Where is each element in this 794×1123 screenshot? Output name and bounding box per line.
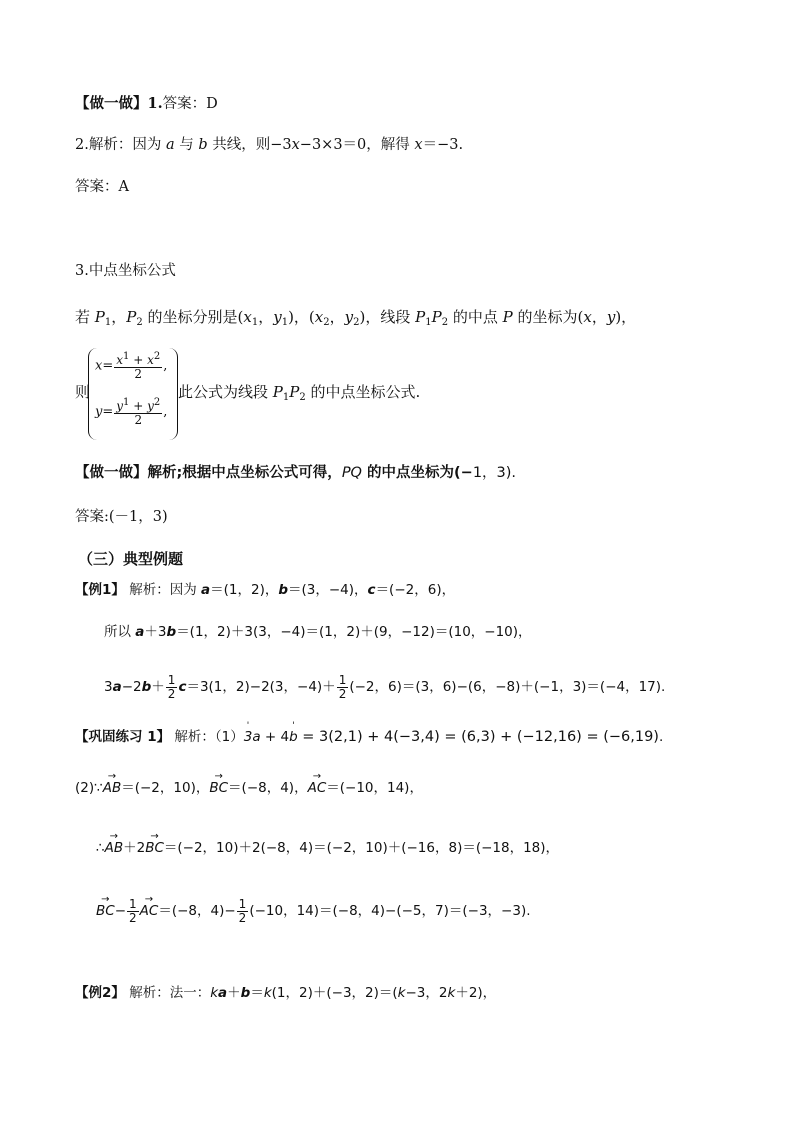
text-fragment: , bbox=[163, 404, 168, 420]
text-fragment: 1 bbox=[281, 317, 289, 328]
formula-caption bbox=[178, 385, 420, 403]
text-fragment: c bbox=[178, 679, 187, 696]
text-fragment: → AB bbox=[105, 842, 124, 856]
text-fragment: ＝(−8，4)， bbox=[228, 780, 308, 796]
text-fragment: 的坐标为( bbox=[512, 308, 584, 326]
text-fragment: 2 bbox=[299, 392, 306, 403]
text-fragment: ' 3 bbox=[244, 731, 253, 745]
line-11 bbox=[104, 626, 532, 640]
text-fragment: P bbox=[415, 308, 426, 326]
text-fragment: P bbox=[431, 308, 442, 326]
text-fragment: 解析：法一： bbox=[124, 985, 211, 1001]
text-fragment: 【例1】 bbox=[75, 582, 125, 598]
text-fragment: ， bbox=[111, 308, 127, 326]
text-fragment: (−2，6)＝(3，6)−(6，−8)＋(−1，3)＝(−4，17). bbox=[349, 679, 666, 696]
text-fragment: PQ bbox=[341, 465, 362, 481]
text-fragment: y bbox=[344, 308, 354, 326]
text-fragment: ' b bbox=[289, 731, 298, 745]
text-fragment: ＋3 bbox=[144, 624, 167, 640]
text-fragment: c bbox=[367, 582, 376, 598]
text-fragment: (−10，14)＝(−8，4)−(−5，7)＝(−3，−3). bbox=[249, 903, 531, 920]
text-fragment: b bbox=[166, 624, 177, 640]
text-fragment: x bbox=[243, 308, 252, 326]
text-fragment: → AC bbox=[140, 905, 159, 919]
text-fragment: x bbox=[414, 137, 423, 153]
text-fragment: 答案：D bbox=[162, 96, 218, 112]
text-fragment: 与 bbox=[174, 137, 199, 153]
text-fragment: ， bbox=[258, 308, 274, 326]
text-fragment: x bbox=[291, 137, 300, 153]
text-fragment: ＝ bbox=[250, 985, 264, 1001]
vector-bc: → BC bbox=[209, 782, 228, 796]
ze-label: 则 bbox=[75, 383, 91, 401]
text-fragment: k bbox=[263, 985, 272, 1001]
text-fragment: = bbox=[102, 404, 114, 420]
text-fragment: P bbox=[272, 383, 283, 401]
text-fragment: 解析：（1） bbox=[170, 729, 244, 745]
text-fragment: x bbox=[95, 358, 103, 374]
text-fragment: a bbox=[135, 624, 145, 640]
text-fragment: b bbox=[278, 582, 289, 598]
text-fragment: P bbox=[126, 308, 137, 326]
text-fragment: 1 bbox=[123, 351, 130, 362]
text-fragment: a bbox=[112, 679, 122, 696]
text-fragment: 的坐标分别是( bbox=[142, 308, 244, 326]
text-fragment: 3 bbox=[104, 679, 113, 696]
text-fragment: (1，2)＋(−3，2)＝( bbox=[271, 985, 398, 1001]
text-fragment: ∴ bbox=[96, 840, 105, 856]
text-fragment: k bbox=[397, 985, 406, 1001]
vector-ab: → AB bbox=[103, 782, 122, 796]
line-1 bbox=[75, 97, 218, 112]
text-fragment: 2 bbox=[167, 686, 176, 701]
line-2 bbox=[75, 138, 463, 153]
text-fragment: 所以 bbox=[104, 624, 136, 640]
text-fragment: x bbox=[583, 308, 592, 326]
vector-ac: → AC bbox=[308, 782, 327, 796]
text-fragment: 1，3). bbox=[472, 465, 517, 481]
text-fragment: ＋ bbox=[227, 985, 241, 1001]
text-fragment: 2 bbox=[153, 351, 161, 362]
line-12 bbox=[104, 674, 665, 700]
text-fragment: 1 bbox=[123, 397, 130, 408]
text-fragment: 1 bbox=[129, 897, 137, 911]
text-fragment: → BC bbox=[145, 842, 164, 856]
text-fragment: 2 bbox=[134, 366, 143, 381]
text-fragment: → BC bbox=[96, 905, 115, 919]
line-13 bbox=[75, 730, 663, 745]
formula-y-row bbox=[95, 398, 167, 426]
text-fragment: 1 bbox=[282, 392, 290, 403]
text-fragment: ， bbox=[329, 308, 345, 326]
text-fragment: P bbox=[94, 308, 105, 326]
text-fragment: 2.解析：因为 bbox=[75, 137, 166, 153]
line-5 bbox=[75, 310, 636, 328]
text-fragment: 1. bbox=[147, 95, 163, 112]
text-fragment: 1 bbox=[425, 317, 432, 328]
text-fragment: y bbox=[273, 308, 282, 326]
text-fragment: y bbox=[147, 399, 154, 413]
text-fragment: = 3(2,1) + 4(−3,4) = (6,3) + (−12,16) = (−6,19) bbox=[297, 729, 659, 745]
text-fragment: 【做一做】 bbox=[75, 465, 148, 481]
text-fragment: 解析：因为 bbox=[124, 582, 201, 598]
text-fragment: ＝(1，2)＋3(3，−4)＝(1，2)＋(9，−12)＝(10，−10)， bbox=[176, 624, 532, 640]
line-15 bbox=[96, 842, 559, 856]
text-fragment: 【做一做】 bbox=[75, 95, 148, 112]
text-fragment: 2 bbox=[238, 910, 247, 925]
text-fragment: y bbox=[95, 404, 103, 420]
text-fragment: 共线，则−3 bbox=[207, 137, 292, 153]
text-fragment: ＋2)， bbox=[455, 985, 497, 1001]
text-fragment: 若 bbox=[75, 308, 95, 326]
text-fragment: 1 bbox=[167, 673, 176, 687]
text-fragment: (2)∵ bbox=[75, 780, 103, 796]
text-fragment: ＝3(1，2)−2(3，−4)＋ bbox=[186, 679, 336, 696]
text-fragment: ＝(3，−4)， bbox=[288, 582, 368, 598]
text-fragment: 1 bbox=[251, 317, 259, 328]
text-fragment: 2 bbox=[353, 317, 360, 328]
text-fragment: 【巩固练习 1】 bbox=[75, 729, 171, 745]
text-fragment: ＝(−8，4)− bbox=[158, 903, 236, 920]
text-fragment: a bbox=[165, 137, 175, 153]
text-fragment: −3×3＝0，解得 bbox=[299, 137, 415, 153]
text-fragment: − bbox=[114, 903, 127, 920]
line-17 bbox=[75, 987, 496, 1001]
line-8: 答案:(－1，3) bbox=[75, 509, 168, 525]
text-fragment: k bbox=[447, 985, 456, 1001]
text-fragment: ＝(−2，10)， bbox=[121, 780, 210, 796]
text-fragment: y bbox=[116, 399, 124, 413]
text-fragment: ＝(1，2)， bbox=[210, 582, 279, 598]
text-fragment: 1 bbox=[104, 317, 112, 328]
text-fragment: 2 bbox=[441, 317, 449, 328]
text-fragment: ， bbox=[591, 308, 607, 326]
text-fragment: 的中点坐标为( bbox=[361, 465, 461, 481]
text-fragment: b bbox=[141, 679, 152, 696]
text-fragment: )，( bbox=[288, 308, 315, 326]
text-fragment: 的中点坐标公式. bbox=[305, 383, 421, 401]
line-7 bbox=[75, 466, 516, 481]
text-fragment: ＝(−2，10)＋2(−8，4)＝(−2，10)＋(−16，8)＝(−18，18)， bbox=[163, 840, 560, 856]
section-heading-midpoint: 3.中点坐标公式 bbox=[75, 263, 176, 279]
text-fragment: x bbox=[116, 353, 124, 367]
text-fragment: a bbox=[252, 729, 261, 745]
text-fragment: ＋ bbox=[151, 679, 165, 696]
section-heading-examples: （三）典型例题 bbox=[78, 550, 184, 568]
text-fragment: = bbox=[102, 358, 114, 374]
text-fragment: y bbox=[606, 308, 616, 326]
text-fragment: 此公式为线段 bbox=[178, 383, 273, 401]
text-fragment: 2 bbox=[338, 686, 347, 701]
text-fragment: + 4 bbox=[260, 729, 290, 745]
right-brace bbox=[169, 348, 178, 440]
text-fragment: )， bbox=[615, 308, 637, 326]
text-fragment: 2 bbox=[136, 317, 143, 328]
line-16 bbox=[96, 898, 531, 924]
text-fragment: k bbox=[210, 985, 219, 1001]
text-fragment: a bbox=[218, 985, 228, 1001]
text-fragment: )，线段 bbox=[359, 308, 416, 326]
text-fragment: −3，2 bbox=[405, 985, 448, 1001]
text-fragment: . bbox=[658, 729, 664, 745]
text-fragment: 2 bbox=[153, 397, 161, 408]
text-fragment: P bbox=[502, 308, 513, 326]
line-10 bbox=[75, 584, 455, 598]
text-fragment: ＝(−2，6)， bbox=[375, 582, 456, 598]
text-fragment: −2 bbox=[121, 679, 142, 696]
line-3: 答案：A bbox=[75, 179, 129, 195]
text-fragment: x bbox=[147, 353, 154, 367]
text-fragment: ＝(−10，14)， bbox=[326, 780, 423, 796]
text-fragment: , bbox=[163, 358, 168, 374]
text-fragment: b bbox=[240, 985, 251, 1001]
text-fragment: + bbox=[129, 353, 148, 367]
text-fragment: + bbox=[129, 399, 148, 413]
text-fragment: 2 bbox=[134, 412, 143, 427]
text-fragment: 【例2】 bbox=[75, 985, 125, 1001]
midpoint-formula-system bbox=[88, 348, 180, 442]
text-fragment: ＋2 bbox=[123, 840, 146, 856]
text-fragment: 的中点 bbox=[448, 308, 503, 326]
text-fragment: 2 bbox=[323, 317, 330, 328]
text-fragment: a bbox=[201, 582, 211, 598]
text-fragment: 1 bbox=[238, 897, 247, 911]
text-fragment: x bbox=[314, 308, 324, 326]
line-14 bbox=[75, 782, 423, 796]
formula-x-row bbox=[95, 352, 167, 380]
text-fragment: ＝−3. bbox=[422, 137, 464, 153]
text-fragment: − bbox=[460, 465, 473, 481]
text-fragment: 2 bbox=[129, 910, 137, 925]
text-fragment: 解析;根据中点坐标公式可得， bbox=[147, 465, 342, 481]
text-fragment: 1 bbox=[338, 673, 347, 687]
text-fragment: P bbox=[289, 383, 300, 401]
text-fragment: b bbox=[198, 137, 208, 153]
